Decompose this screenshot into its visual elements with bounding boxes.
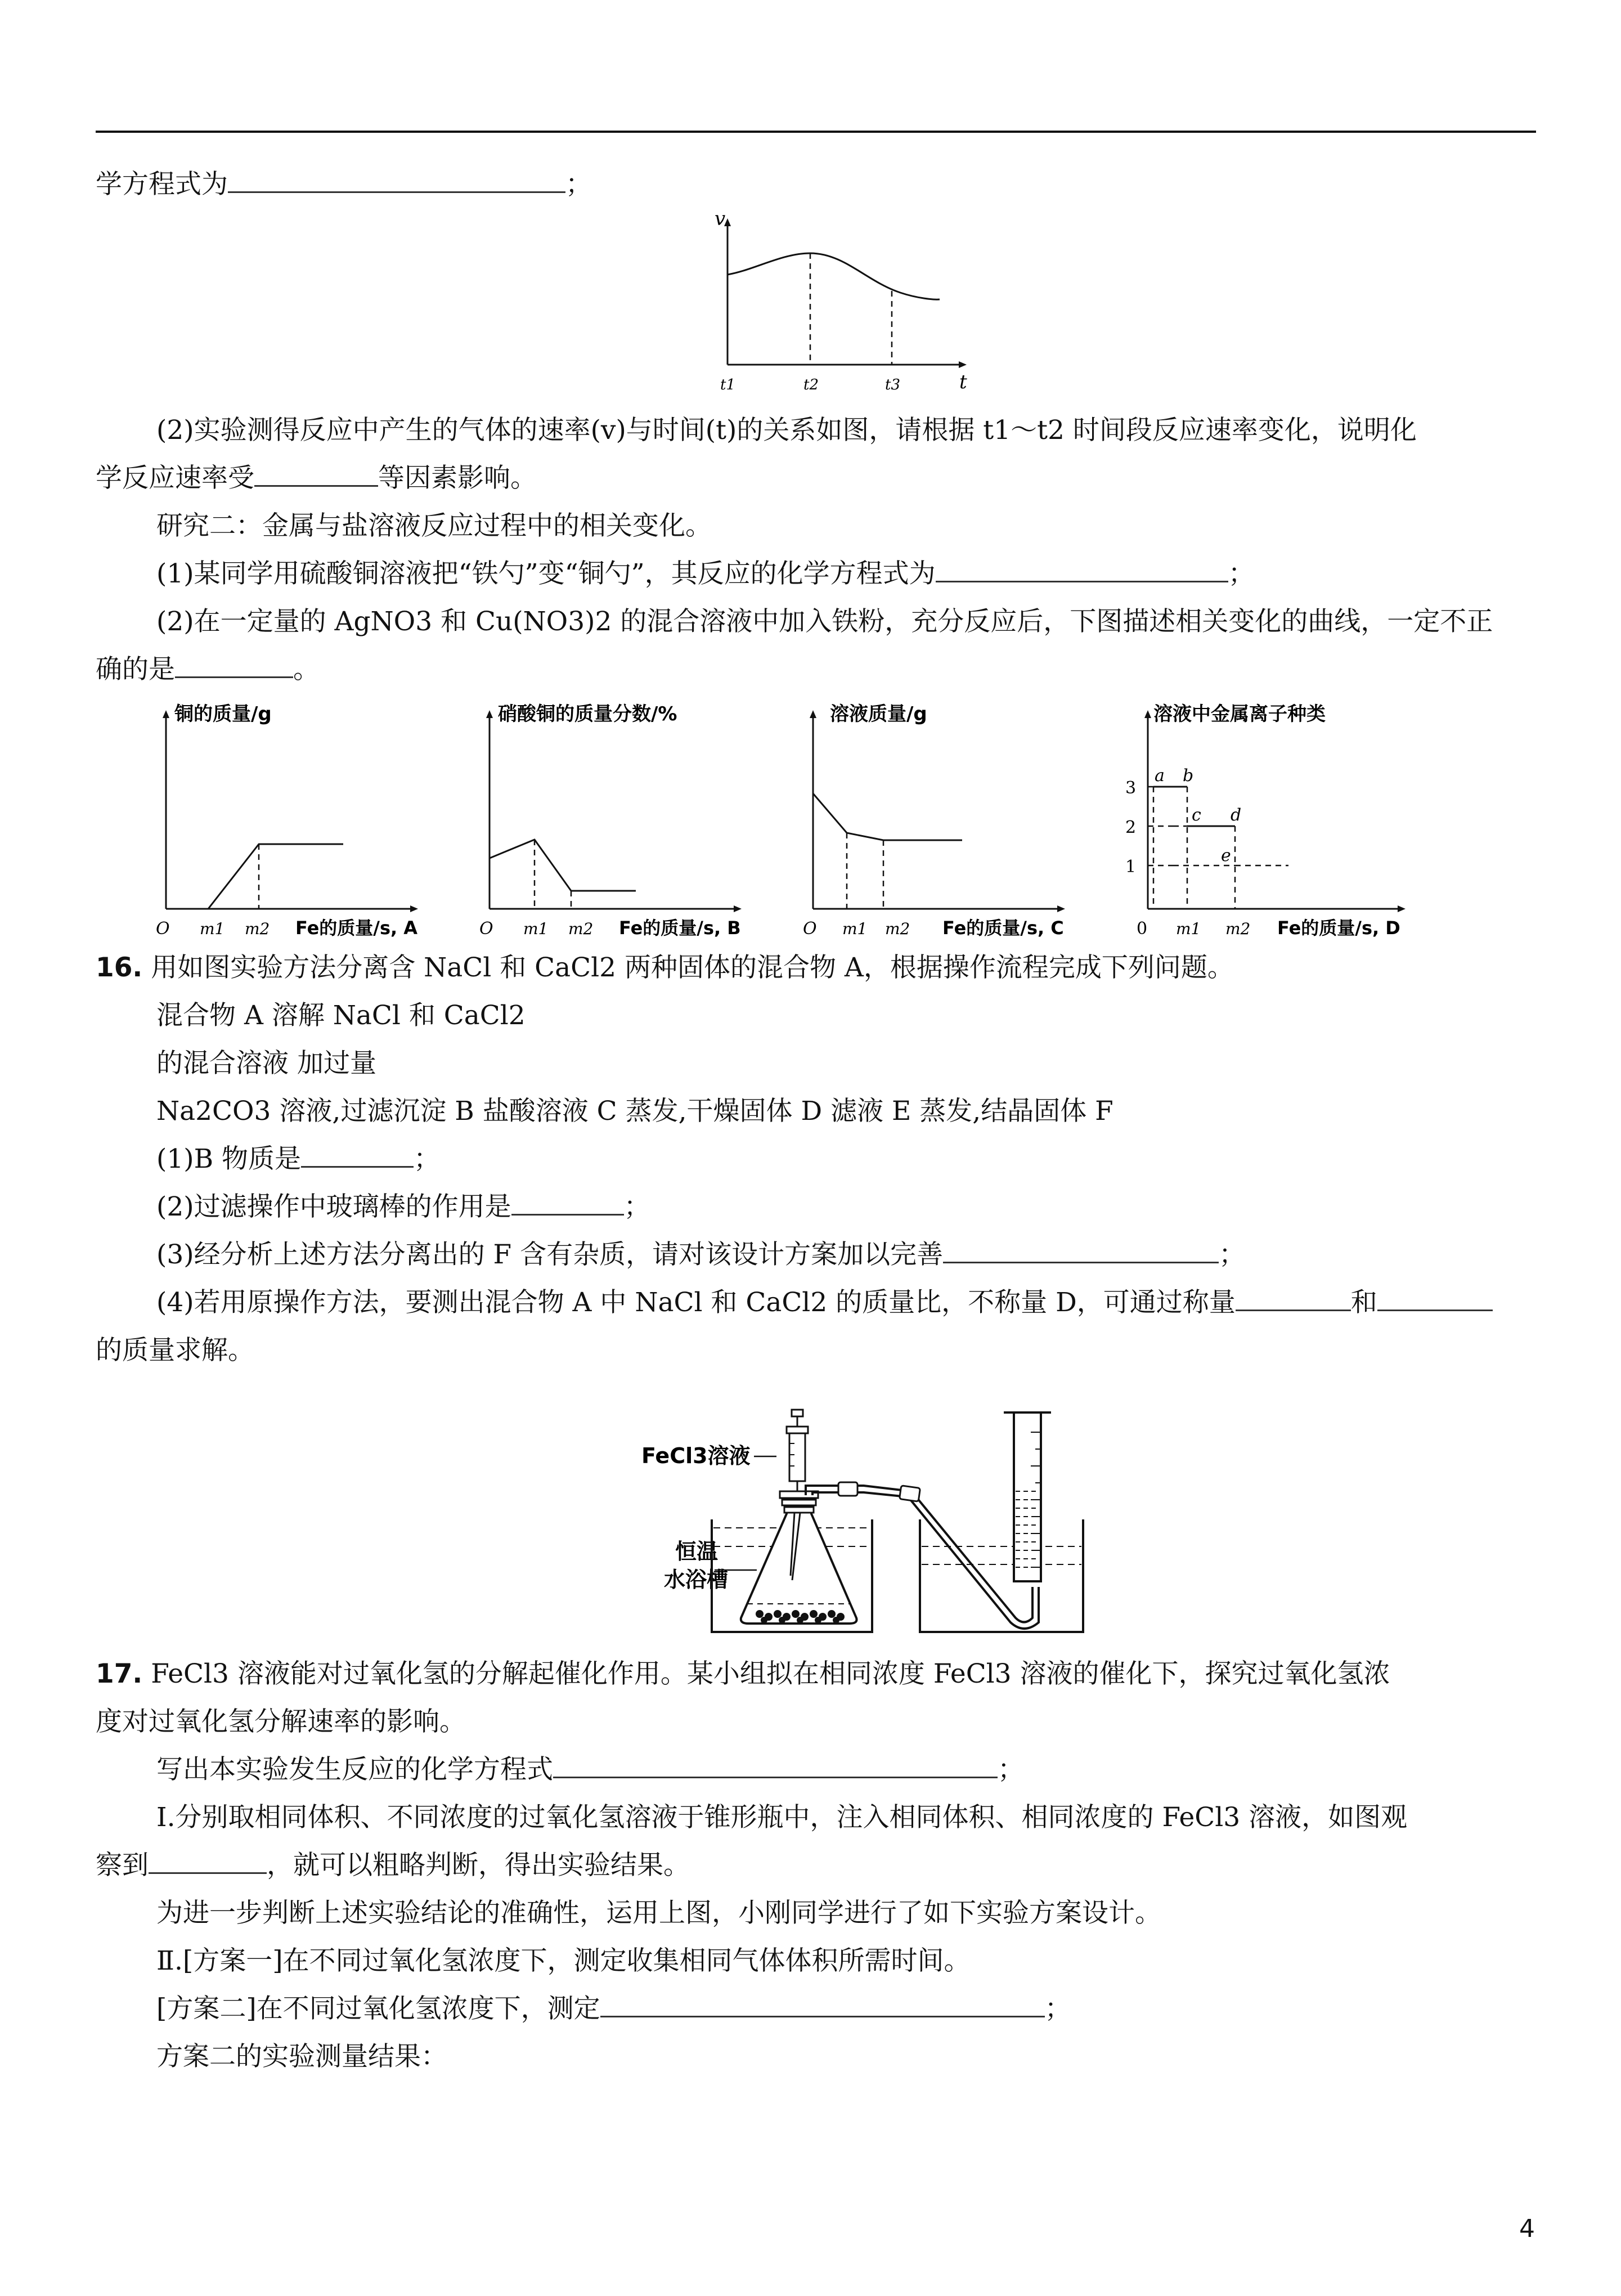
graph-d-point-d: d <box>1231 805 1242 825</box>
graph-b-m1: m1 <box>523 920 549 938</box>
v-axis-label: v <box>715 208 726 230</box>
answer-blank[interactable] <box>149 1850 267 1874</box>
metal-graph-a <box>143 698 459 945</box>
text-line: [方案二]在不同过氧化氢浓度下，测定 ； <box>156 1993 1071 2024</box>
text-line: Ⅰ.分别取相同体积、不同浓度的过氧化氢溶液于锥形瓶中，注入相同体积、相同浓度的 FeCl3 溶液，如图观 <box>156 1802 1408 1833</box>
graph-a-m1: m1 <box>200 920 225 938</box>
text-line: 学反应速率受 等因素影响。 <box>96 463 537 494</box>
text-line: (3)经分析上述方法分离出的 F 含有杂质，请对该设计方案加以完善 ； <box>156 1239 1246 1270</box>
t-axis-label: t <box>959 371 967 393</box>
answer-blank[interactable] <box>254 463 378 487</box>
rate-time-graph <box>698 208 990 405</box>
metal-graph-d <box>1120 698 1469 945</box>
text-line: 学方程式为 ； <box>96 169 592 200</box>
text-line: 混合物 A 溶解 NaCl 和 CaCl2 <box>156 1000 526 1031</box>
graph-b-y-label: 硝酸铜的质量分数/% <box>498 703 677 725</box>
text-line: Na2CO3 溶液,过滤沉淀 B 盐酸溶液 C 蒸发,干燥固体 D 滤液 E 蒸发,结晶固体 F <box>156 1096 1113 1127</box>
graph-b-x-label: Fe的质量/s, B <box>619 917 741 939</box>
text-line: 度对过氧化氢分解速率的影响。 <box>96 1706 466 1737</box>
graph-d-point-e: e <box>1221 846 1231 866</box>
tick-label-t2: t2 <box>803 376 819 393</box>
graph-b-m2: m2 <box>568 920 594 938</box>
text-line: 16. 用如图实验方法分离含 NaCl 和 CaCl2 两种固体的混合物 A，根据操作流程完成下列问题。 <box>96 952 1234 983</box>
graph-d-point-b: b <box>1183 766 1194 786</box>
text-line: 的质量求解。 <box>96 1335 254 1366</box>
metal-graph-b <box>467 698 782 945</box>
text-line: 察到 ，就可以粗略判断，得出实验结果。 <box>96 1850 690 1881</box>
text-line: 方案二的实验测量结果： <box>156 2041 447 2072</box>
graph-d-origin: 0 <box>1137 919 1148 939</box>
graph-d-x-label: Fe的质量/s, D <box>1277 917 1400 939</box>
text-line: (2)过滤操作中玻璃棒的作用是 ； <box>156 1191 650 1222</box>
text-line: 的混合溶液 加过量 <box>156 1048 376 1079</box>
metal-graph-c <box>791 698 1106 945</box>
graph-d-y-label: 溶液中金属离子种类 <box>1153 703 1326 725</box>
graph-c-origin: O <box>803 919 817 939</box>
text-line: 确的是 。 <box>96 654 320 685</box>
text-line: (2)实验测得反应中产生的气体的速率(v)与时间(t)的关系如图，请根据 t1～t2 时间段反应速率变化，说明化 <box>156 415 1417 446</box>
bath-label-top: 恒温 <box>675 1539 719 1564</box>
graph-a-y-label: 铜的质量/g <box>174 703 272 725</box>
header-rule <box>96 131 1536 133</box>
text-line: 为进一步判断上述实验结论的准确性，运用上图，小刚同学进行了如下实验方案设计。 <box>156 1898 1161 1929</box>
text-line: Ⅱ.[方案一]在不同过氧化氢浓度下，测定收集相同气体体积所需时间。 <box>156 1945 971 1976</box>
text-line: 17. FeCl3 溶液能对过氧化氢的分解起催化作用。某小组拟在相同浓度 FeCl3 溶液的催化下，探究过氧化氢浓 <box>96 1658 1390 1689</box>
answer-blank[interactable] <box>511 1191 624 1216</box>
bath-label-bottom: 水浴槽 <box>664 1567 729 1592</box>
answer-blank[interactable] <box>600 1993 1045 2017</box>
graph-d-m2: m2 <box>1225 920 1251 938</box>
graph-d-m1: m1 <box>1176 920 1201 938</box>
graph-d-point-c: c <box>1192 805 1201 825</box>
text-line: 研究二：金属与盐溶液反应过程中的相关变化。 <box>156 510 712 541</box>
graph-d-ytick-3: 3 <box>1125 778 1137 798</box>
answer-blank[interactable] <box>936 558 1228 582</box>
graph-d-ytick-1: 1 <box>1125 857 1137 877</box>
answer-blank[interactable] <box>175 654 293 678</box>
reagent-label: FeCl3溶液 <box>641 1443 751 1468</box>
graph-b-origin: O <box>479 919 493 939</box>
graph-d-point-a: a <box>1155 766 1165 786</box>
graph-c-m1: m1 <box>842 920 868 938</box>
page-number: 4 <box>1519 2214 1535 2243</box>
apparatus-diagram <box>608 1401 1125 1649</box>
text-line: (1)某同学用硫酸铜溶液把“铁勺”变“铜勺”，其反应的化学方程式为 ； <box>156 558 1255 589</box>
graph-c-m2: m2 <box>885 920 910 938</box>
answer-blank[interactable] <box>301 1143 414 1168</box>
text-line: (1)B 物质是 ； <box>156 1143 441 1174</box>
graph-d-ytick-2: 2 <box>1125 818 1137 837</box>
tick-label-t1: t1 <box>720 376 735 393</box>
graph-a-x-label: Fe的质量/s, A <box>295 917 418 939</box>
answer-blank[interactable] <box>943 1239 1219 1263</box>
graph-a-m2: m2 <box>245 920 270 938</box>
answer-blank[interactable] <box>228 169 565 193</box>
text-line: (2)在一定量的 AgNO3 和 Cu(NO3)2 的混合溶液中加入铁粉，充分反应后，下图描述相关变化的曲线，一定不正 <box>156 606 1493 637</box>
answer-blank[interactable] <box>1377 1287 1493 1311</box>
answer-blank[interactable] <box>1236 1287 1351 1311</box>
text-line: (4)若用原操作方法，要测出混合物 A 中 NaCl 和 CaCl2 的质量比，不称量 D，可通过称量 和 <box>156 1286 1493 1320</box>
graph-a-origin: O <box>156 919 170 939</box>
answer-blank[interactable] <box>553 1754 998 1778</box>
graph-c-x-label: Fe的质量/s, C <box>942 917 1064 939</box>
text-line: 写出本实验发生反应的化学方程式 ； <box>156 1754 1024 1785</box>
tick-label-t3: t3 <box>885 376 900 393</box>
graph-c-y-label: 溶液质量/g <box>830 703 927 725</box>
